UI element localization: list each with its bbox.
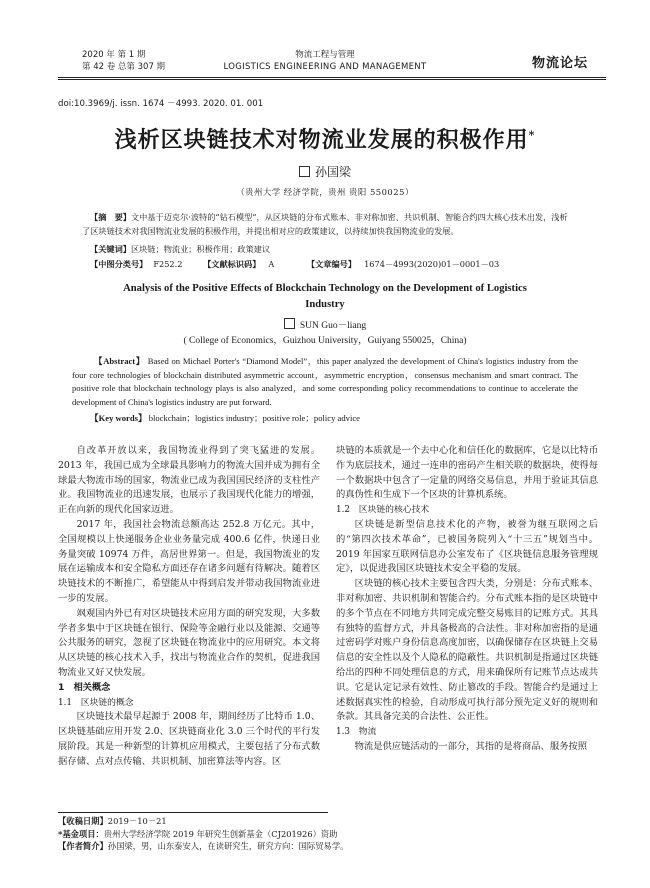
- section-heading: 1 相关概念: [58, 681, 111, 693]
- paragraph: 区块链是新型信息技术化的产物，被誉为继互联网之后的“第四次技术革命”，已被国务院列入“十三五”规划当中。2019 年国家互联网信息办公室发布了《区块链信息服务管理规定》，以促进我国区块链技术安全平稳的发展。: [336, 518, 598, 575]
- journal-name-cn: 物流工程与管理: [295, 50, 355, 60]
- subsection-heading: 1.1 区块链的概念: [58, 697, 134, 708]
- section-name: 物流论坛: [531, 56, 588, 71]
- author-cn: 孙国梁: [0, 163, 650, 180]
- paragraph: 自改革开放以来，我国物流业得到了突飞猛进的发展。2013 年，我国已成为全球最具影响力的物流大国并成为拥有全球最大物流市场的国家，物流业已成为我国国民经济的支柱性产业。我国物流业的迅速发展，也展示了我国现代化能力的增强，正在向新的现代化国家迈进。: [58, 445, 320, 516]
- keywords-en: 【Key words】 blockchain；logistics industry；positive role；policy advice: [90, 413, 360, 423]
- received-date: 【收稿日期】2019－10－21: [58, 816, 167, 826]
- paragraph: 区块链技术最早起源于 2008 年，期间经历了比特币 1.0、区块链基础应用开发 2.0、区块链商业化 3.0 三个时代的平行发展阶段。其是一种新型的计算机应用模式，主要包括了分布式数据存储、点对点传输、共识机制、加密算法等内容。区: [58, 711, 320, 767]
- paragraph: 飒观国内外已有对区块链技术应用方面的研究发现，大多数学者多集中于区块链在银行、保险等金融行业以及能源、交通等公共服务的研究，忽视了区块链在物流业中的应用研究。本文将从区块链的核心技术入手，找出与物流业合作的契机，促进我国物流业又好又快发展。: [58, 607, 320, 678]
- subsection-heading: 1.2 区块链的核心技术: [336, 505, 430, 516]
- paper-title-cn: 浅析区块链技术对物流业发展的积极作用*: [114, 127, 536, 153]
- paragraph: 物流是供应链活动的一部分，其指的是将商品、服务按照: [354, 740, 588, 752]
- subsection-heading: 1.3 物流: [336, 727, 377, 738]
- affiliation-cn: （贵州大学 经济学院，贵州 贵阳 550025）: [236, 187, 414, 197]
- keywords-cn: 【关键词】区块链；物流业；积极作用；政策建议: [90, 244, 271, 254]
- issue-volume: 第 42 卷 总第 307 期: [82, 62, 166, 72]
- right-column: [336, 444, 598, 755]
- paragraph: 块链的本质就是一个去中心化和信任化的数据库，它是以比特币作为底层技术，通过一连串的密码产生相关联的数据块，使得每一个数据块中包含了一定量的网络交易信息，并用于验证其信息的真伪性和生成下一个区块的计算机系统。: [336, 445, 598, 501]
- paper-title-en: Analysis of the Positive Effects of Blockchain Technology on the Development of Logistics Industry: [123, 283, 527, 310]
- journal-name-en: LOGISTICS ENGINEERING AND MANAGEMENT: [223, 62, 427, 72]
- doi: doi:10.3969/j. issn. 1674 －4993. 2020. 01. 001: [58, 99, 264, 109]
- affiliation-en: ( College of Economics，Guizhou University，Guiyang 550025，China): [183, 336, 467, 346]
- abstract-cn-label: 【摘 要】: [90, 212, 131, 222]
- author-bio: 【作者简介】孙国梁，男，山东泰安人，在读研究生，研究方向：国际贸易学。: [58, 841, 349, 851]
- author-en: SUN Guo－liang: [0, 317, 650, 331]
- fund-item: *基金项目：贵州大学经济学院 2019 年研究生创新基金（CJ201926）资助: [58, 828, 338, 839]
- footnote: [58, 815, 606, 853]
- author-box-icon: [284, 318, 295, 329]
- paragraph: 2017 年，我国社会物流总额高达 252.8 万亿元。其中，全国规模以上快递服务企业业务量完成 400.6 亿件，快递日业务量突破 10974 万件，高居世界第一。但是，我国物流业的发展在运输成本和安全隐私方面还存在诸多问题有待解决。随着区块链技术的不断推广，希望能从中得到启发并带动我国物流业进一步的发展。: [58, 518, 320, 604]
- footnote-rule: [58, 812, 328, 813]
- abstract-cn: 【摘 要】文中基于迈克尔·波特的“钻石模型”，从区块链的分布式账本、非对称加密、共识机制、智能合约四大核心技术出发，浅析了区块链技术对我国物流业发展的积极作用，并提出相对应的政策建议，以持续加快我国物流业的发展。: [82, 212, 568, 236]
- header-rule-thin: [58, 79, 606, 80]
- issue-year: 2020 年 第 1 期: [82, 50, 146, 60]
- left-column: [58, 444, 320, 770]
- paragraph: 区块链的核心技术主要包含四大类，分别是：分布式账本、非对称加密、共识机制和智能合约。分布式账本指的是区块链中的多个节点在不同地方共同完成完整交易账目的记账方式。其具有独特的监督方式，并具备极高的合法性。非对称加密指的是通过密码学对账户身份信息高度加密，以确保储存在区块链上交易信息的安全性以及个人隐私的隐蔽性。共识机制是指通过区块链给出的四种不同处理信息的方式，用来确保所有记账节点达成共识。它是认定记录有效性、防止篡改的手段。智能合约是通过上述数据真实性的检验，自动形成可执行部分预先定义好的规则和条款。其具备完美的合法性、公正性。: [336, 578, 598, 723]
- header-rule: [58, 77, 606, 78]
- author-box-icon: [299, 166, 310, 177]
- abstract-en: 【Abstract】 Based on Michael Porter's “Diamond Model”，this paper analyzed the development of China's logistics industry from the four core technologies of blockchain distributed asymmetric account，asymmetric encryption，consensus mechanism and smart contract. The positive role that blockchain technology plays is also analyzed，and some corresponding policy recommendations to continue to accelerate the development of China's logistics industry are put forward.: [72, 356, 578, 407]
- classification-line: 【中图分类号】 F252.2 【文献标识码】 A 【文章编号】 1674－4993(2020)01－0001－03: [90, 259, 500, 269]
